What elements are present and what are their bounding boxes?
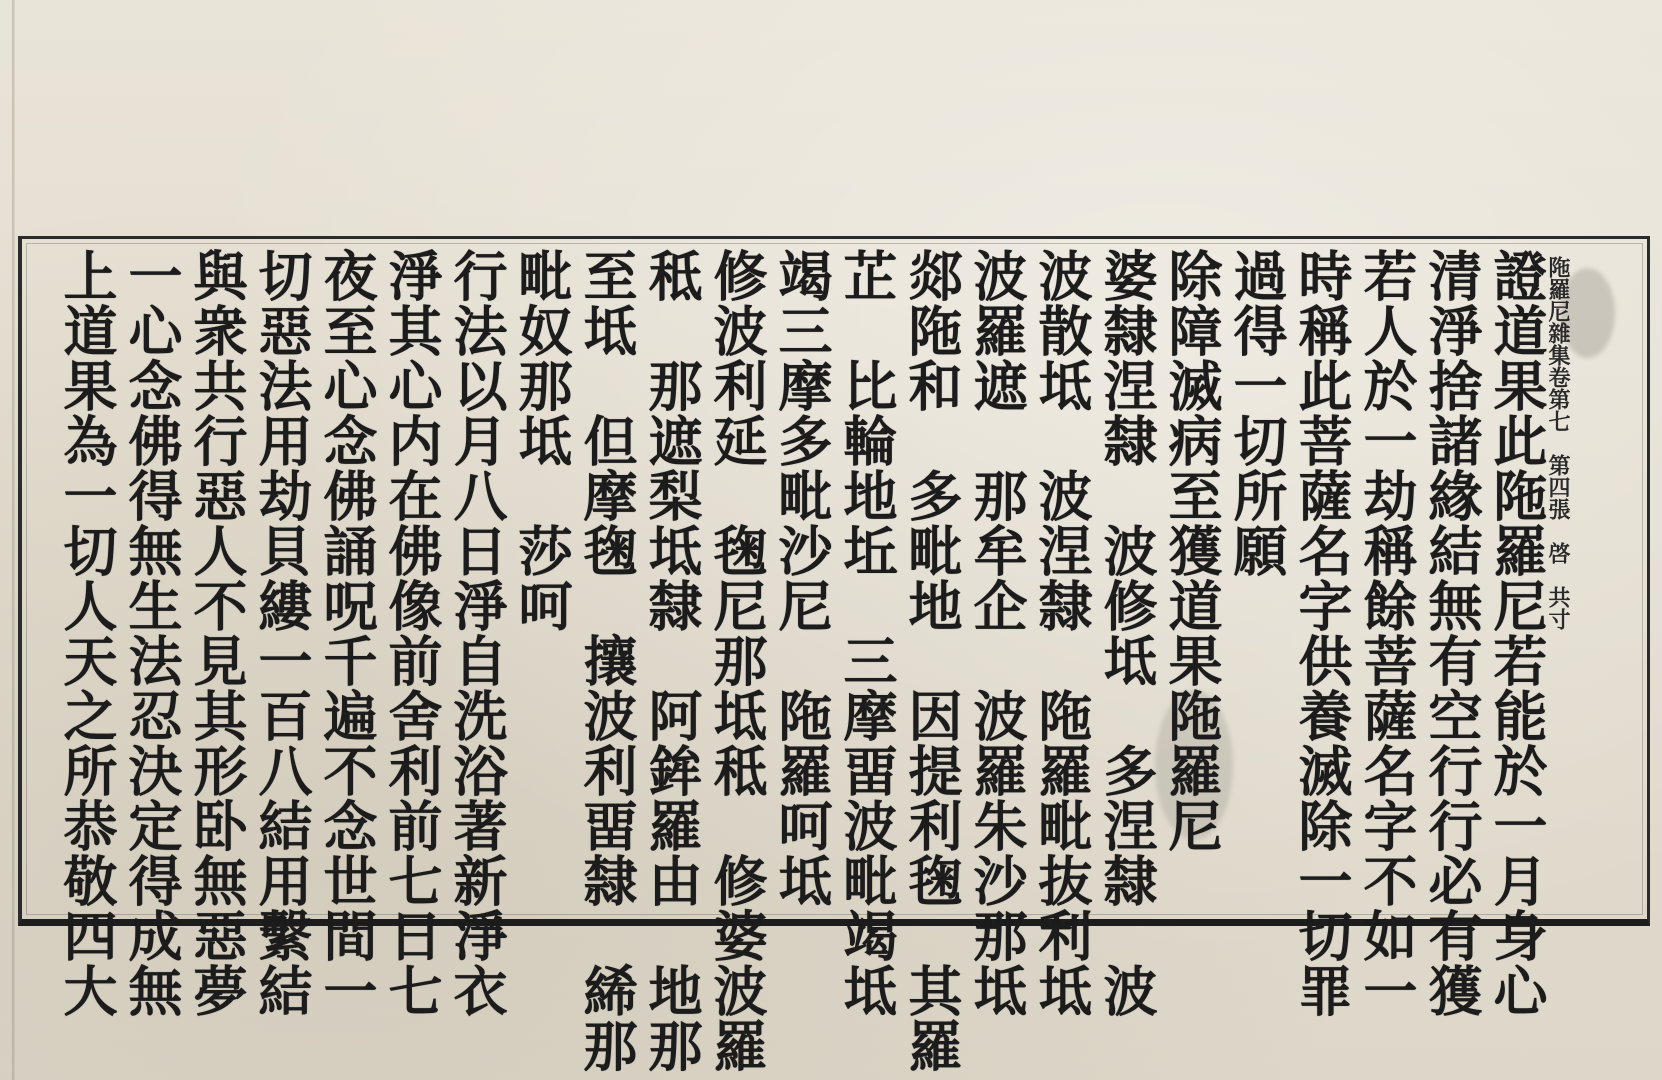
text-column-6: 除障滅病至獲道果陁羅尼 (1160, 248, 1224, 853)
text-column-10: 郯陁和 多毗地 因提利毱 其羅 (900, 248, 964, 1073)
text-column-11: 芷 比輪地坵 三摩畱波毗竭坻 (835, 248, 899, 1018)
text-column-7: 婆隸涅隸 波修坻 多涅隸 波 (1095, 248, 1159, 1018)
text-column-20: 切惡法用劫貝縷一百八結用繫結 (250, 248, 314, 1018)
text-column-12: 竭三摩多毗沙尼 陁羅呵坻 (770, 248, 834, 908)
text-column-19: 夜至心念佛誦呪千遍不念世間一 (315, 248, 379, 1018)
text-column-13: 修波利延 毱尼那坻秪 修婆波羅 (705, 248, 769, 1073)
margin-note: 陁羅尼雜集卷第七 第四張 啓 共寸 (1545, 256, 1571, 630)
text-column-21: 與衆共行惡人不見其形卧無惡夢 (185, 248, 249, 1018)
text-body (22, 248, 1642, 1073)
text-column-18: 淨其心内在佛像前舍利前七日七 (380, 248, 444, 1018)
text-column-15: 至坻 但摩毱 攘波利畱隸 絺那 (575, 248, 639, 1073)
text-column-5: 過得一切所願 (1225, 248, 1289, 578)
text-column-14: 秪 那遮梨坻隸 阿鉾羅由 地那 (640, 248, 704, 1073)
text-column-4: 時稱此菩薩名字供養滅除一切罪 (1290, 248, 1354, 1018)
text-column-3: 若人於一劫稱餘菩薩名字不如一 (1355, 248, 1419, 1018)
text-column-17: 行法以月八日淨自洗浴著新淨衣 (445, 248, 509, 1018)
text-column-1: 證道果此陁羅尼若能於一月身心 (1485, 248, 1549, 1018)
text-column-2: 清淨捨諸緣結無有空行行必有獲 (1420, 248, 1484, 1018)
text-column-22: 一心念佛得無生法忍決定得成無 (120, 248, 184, 1018)
sheet-fold-edge (12, 0, 15, 1080)
text-column-23: 上道果為一切人天之所恭敬四大 (55, 248, 119, 1018)
text-column-9: 波羅遮 那牟企 波羅朱沙那坻 (965, 248, 1029, 1018)
text-column-8: 波散坻 波涅隸 陁羅毗抜利坻 (1030, 248, 1094, 1018)
text-column-16: 毗奴那坻 莎呵 (510, 248, 574, 633)
